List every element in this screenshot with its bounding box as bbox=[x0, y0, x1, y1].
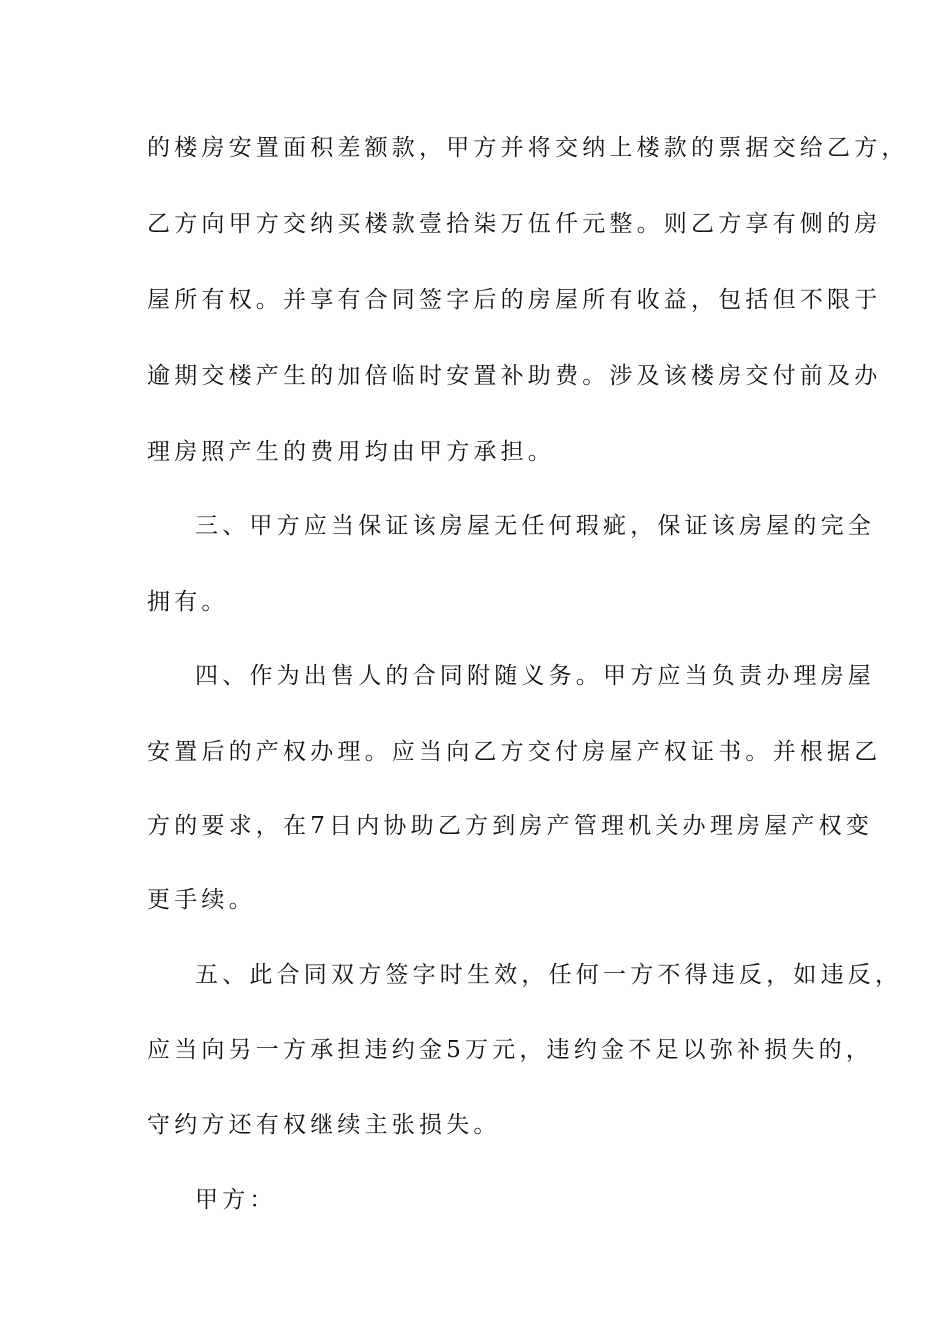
clause-five-line-3: 守约方还有权继续主张损失。 bbox=[147, 1112, 501, 1138]
text-line-3: 屋所有权。并享有合同签字后的房屋所有收益，包括但不限于 bbox=[147, 287, 882, 313]
clause-three-line-2: 拥有。 bbox=[147, 589, 229, 615]
text-line-5: 理房照产生的费用均由甲方承担。 bbox=[147, 439, 555, 465]
clause-four-line-4: 更手续。 bbox=[147, 887, 256, 913]
clause-four-line-3: 方的要求，在7日内协助乙方到房产管理机关办理房屋产权变 bbox=[147, 813, 874, 839]
clause-three-line-1: 三、甲方应当保证该房屋无任何瑕疵，保证该房屋的完全 bbox=[195, 513, 875, 539]
clause-five-line-1: 五、此合同双方签字时生效，任何一方不得违反，如违反， bbox=[195, 962, 903, 988]
clause-four-line-2: 安置后的产权办理。应当向乙方交付房屋产权证书。并根据乙 bbox=[147, 739, 882, 765]
text-line-4: 逾期交楼产生的加倍临时安置补助费。涉及该楼房交付前及办 bbox=[147, 363, 882, 389]
text-line-1: 的楼房安置面积差额款，甲方并将交纳上楼款的票据交给乙方， bbox=[147, 135, 909, 161]
text-line-2: 乙方向甲方交纳买楼款壹拾柒万伍仟元整。则乙方享有侧的房 bbox=[147, 211, 882, 237]
clause-five-line-2: 应当向另一方承担违约金5万元，违约金不足以弥补损失的， bbox=[147, 1037, 874, 1063]
clause-four-line-1: 四、作为出售人的合同附随义务。甲方应当负责办理房屋 bbox=[195, 663, 875, 689]
party-a-signature-label: 甲方： bbox=[195, 1187, 277, 1213]
